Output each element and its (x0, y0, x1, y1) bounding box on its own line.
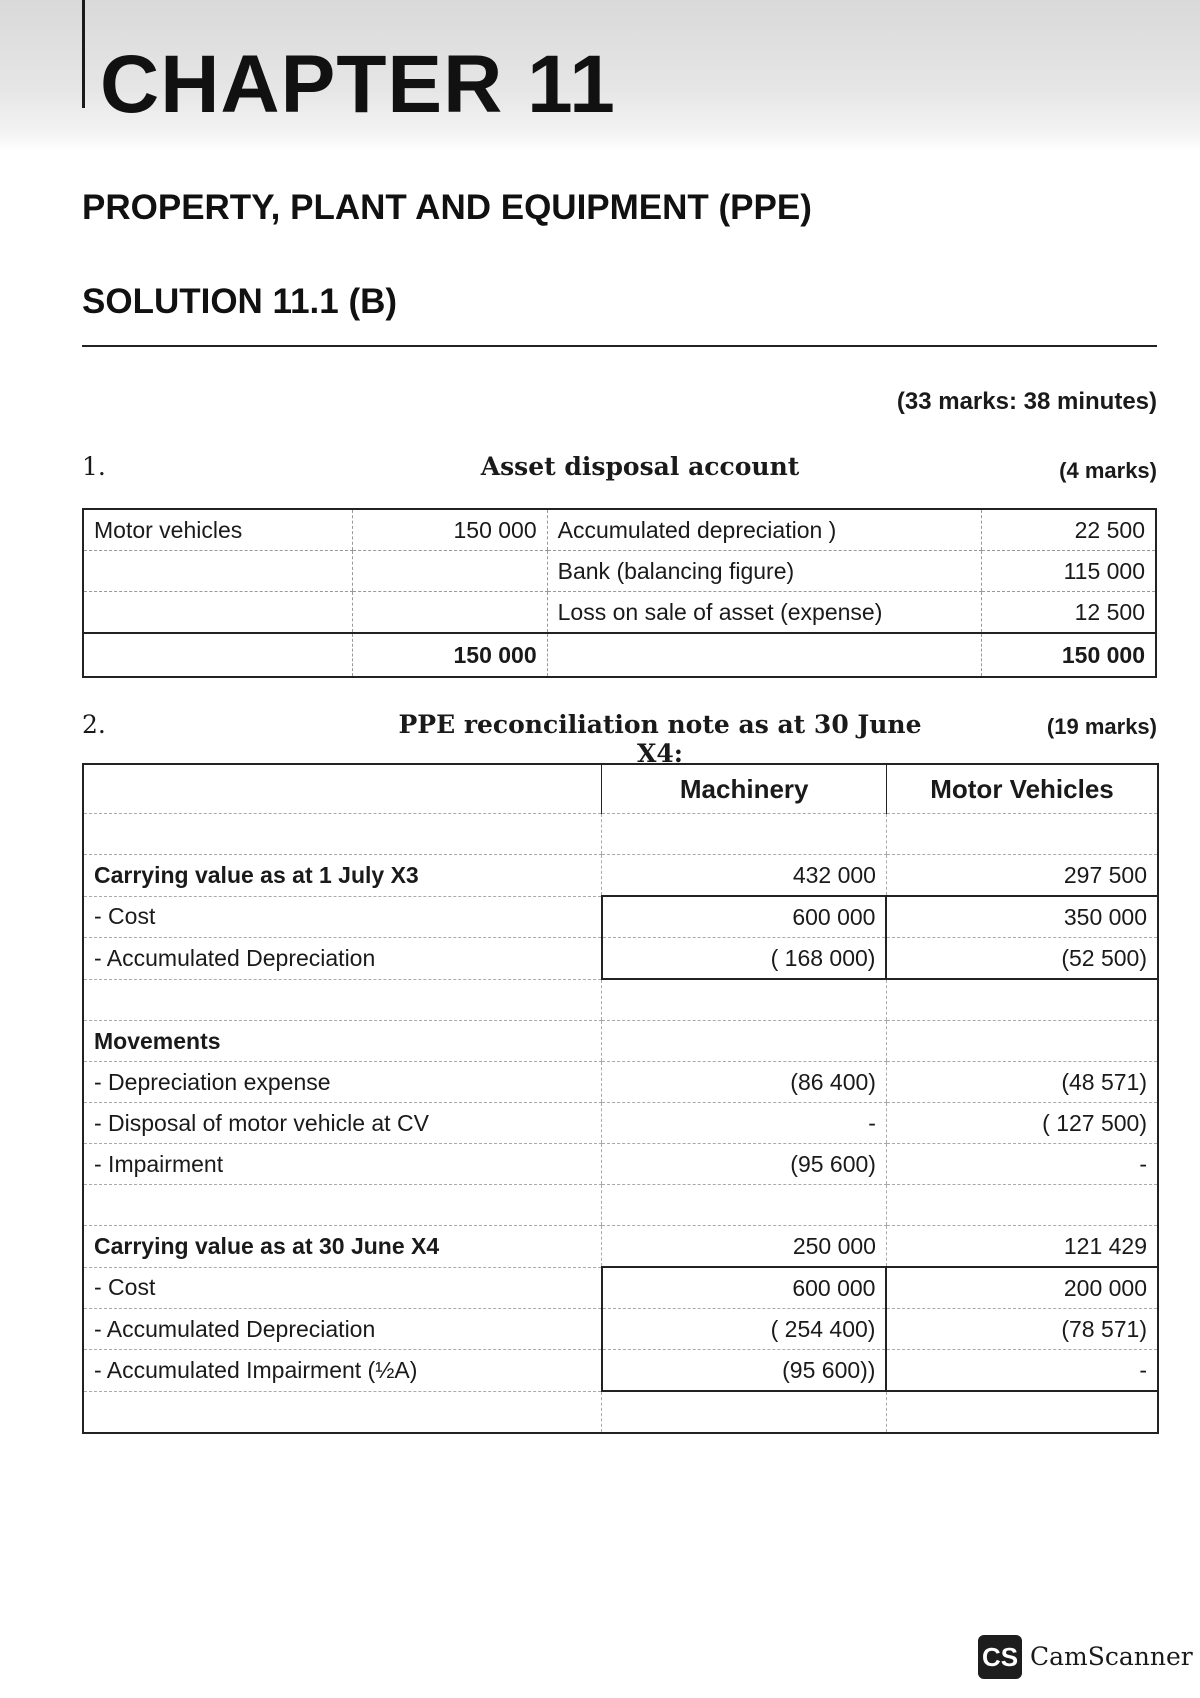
cr-label: Accumulated depreciation ) (547, 509, 981, 551)
total-dr: 150 000 (353, 633, 548, 677)
ppe-reconciliation-table (82, 763, 1159, 1434)
motor-value: 297 500 (886, 855, 1158, 897)
solution-heading: SOLUTION 11.1 (B) (82, 282, 398, 321)
motor-value: (52 500) (886, 938, 1158, 980)
machinery-value: (95 600) (602, 1144, 887, 1185)
row-label: - Depreciation expense (83, 1062, 602, 1103)
total-cr: 150 000 (981, 633, 1156, 677)
motor-value: (78 571) (886, 1309, 1158, 1350)
table-row (83, 896, 1158, 938)
spacer-row (83, 814, 1158, 855)
table-row (83, 1267, 1158, 1309)
table-row (83, 1350, 1158, 1392)
row-label: - Accumulated Impairment (½A) (83, 1350, 602, 1392)
motor-value: 350 000 (886, 896, 1158, 938)
row-label: Carrying value as at 30 June X4 (83, 1226, 602, 1268)
row-label: Movements (83, 1021, 602, 1062)
row-label: - Accumulated Depreciation (83, 1309, 602, 1350)
total-row (83, 633, 1156, 677)
section2-title: PPE reconciliation note as at 30 June X4: (398, 710, 922, 768)
section1-number: 1. (82, 452, 106, 481)
motor-value: - (886, 1144, 1158, 1185)
motor-value: 121 429 (886, 1226, 1158, 1268)
dr-amount (353, 592, 548, 634)
camscanner-logo-icon: CS (978, 1635, 1022, 1679)
asset-disposal-table (82, 508, 1157, 678)
table-row (83, 1021, 1158, 1062)
table-row (83, 1226, 1158, 1268)
dr-label (83, 551, 353, 592)
machinery-value: - (602, 1103, 887, 1144)
dr-label: Motor vehicles (83, 509, 353, 551)
row-label: Carrying value as at 1 July X3 (83, 855, 602, 897)
col-machinery: Machinery (602, 764, 887, 814)
section2-number: 2. (82, 710, 106, 739)
spacer-row (83, 1185, 1158, 1226)
cr-amount: 22 500 (981, 509, 1156, 551)
row-label: - Cost (83, 896, 602, 938)
cr-amount: 12 500 (981, 592, 1156, 634)
table-row (83, 855, 1158, 897)
machinery-value: (86 400) (602, 1062, 887, 1103)
page-title: PROPERTY, PLANT AND EQUIPMENT (PPE) (82, 188, 812, 227)
dr-amount (353, 551, 548, 592)
motor-value: (48 571) (886, 1062, 1158, 1103)
row-label: - Disposal of motor vehicle at CV (83, 1103, 602, 1144)
chapter-heading: CHAPTER 11 (100, 39, 616, 130)
cr-label: Loss on sale of asset (expense) (547, 592, 981, 634)
machinery-value: 600 000 (602, 1267, 887, 1309)
machinery-value: ( 168 000) (602, 938, 887, 980)
divider (82, 345, 1157, 347)
table-row (83, 1309, 1158, 1350)
motor-value: - (886, 1350, 1158, 1392)
section1-title: Asset disposal account (480, 452, 800, 481)
table-row (83, 551, 1156, 592)
header-rule (82, 0, 85, 108)
section1-marks: (4 marks) (1059, 458, 1157, 483)
row-label: - Impairment (83, 1144, 602, 1185)
machinery-value: (95 600)) (602, 1350, 887, 1392)
spacer-row (83, 979, 1158, 1021)
total-marks: (33 marks: 38 minutes) (896, 388, 1157, 415)
motor-value (886, 1021, 1158, 1062)
machinery-value: 250 000 (602, 1226, 887, 1268)
table-row (83, 509, 1156, 551)
cr-label: Bank (balancing figure) (547, 551, 981, 592)
machinery-value: 432 000 (602, 855, 887, 897)
table-row (83, 1144, 1158, 1185)
motor-value: ( 127 500) (886, 1103, 1158, 1144)
section2-marks: (19 marks) (1046, 714, 1157, 739)
col-motor-vehicles: Motor Vehicles (886, 764, 1158, 814)
table-row (83, 1103, 1158, 1144)
camscanner-brand: CamScanner (1030, 1642, 1193, 1671)
dr-label (83, 592, 353, 634)
motor-value: 200 000 (886, 1267, 1158, 1309)
row-label: - Accumulated Depreciation (83, 938, 602, 980)
row-label: - Cost (83, 1267, 602, 1309)
table-row (83, 938, 1158, 980)
spacer-row (83, 1391, 1158, 1433)
table-row (83, 1062, 1158, 1103)
machinery-value: 600 000 (602, 896, 887, 938)
dr-amount: 150 000 (353, 509, 548, 551)
machinery-value (602, 1021, 887, 1062)
table-row (83, 592, 1156, 634)
header-row (83, 764, 1158, 814)
cr-amount: 115 000 (981, 551, 1156, 592)
machinery-value: ( 254 400) (602, 1309, 887, 1350)
